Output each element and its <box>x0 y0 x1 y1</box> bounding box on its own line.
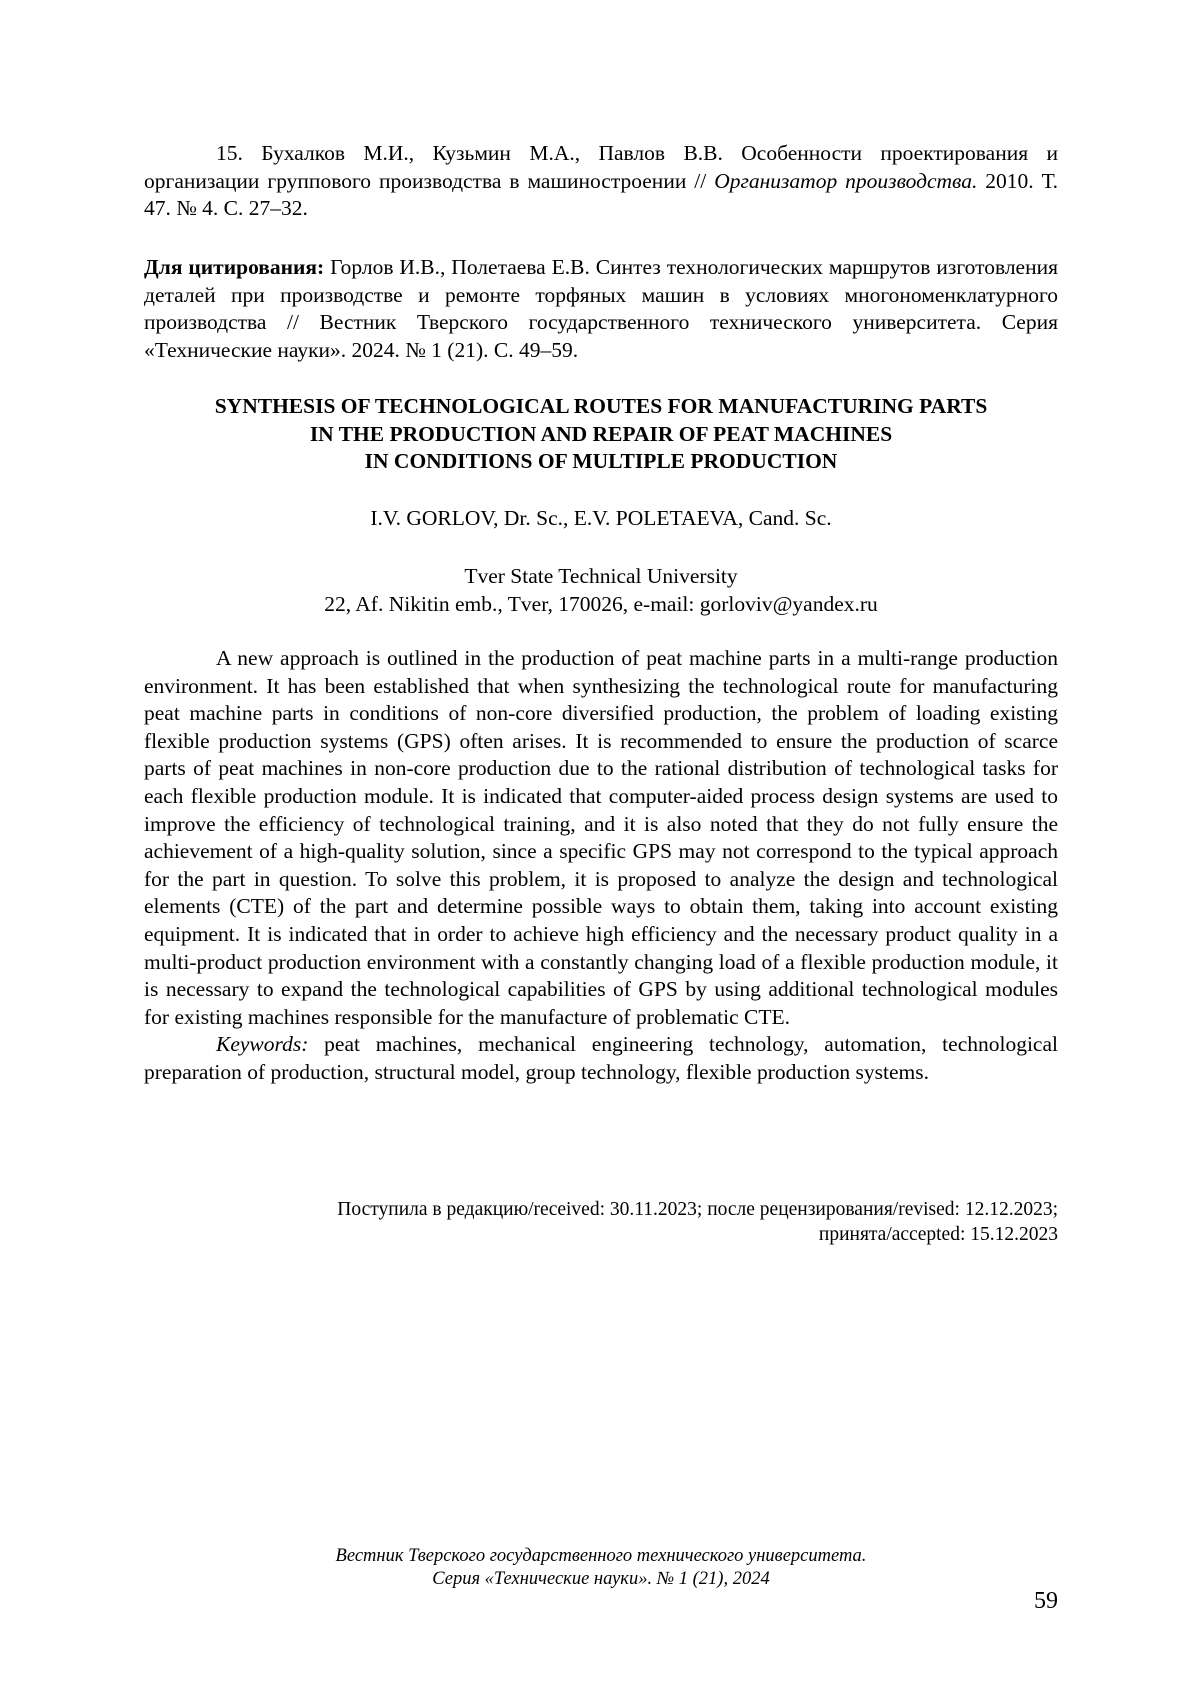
dates-line: Поступила в редакцию/received: 30.11.2023; после рецензирования/revised: 12.12.2023; <box>144 1197 1058 1222</box>
footer-line: Серия «Технические науки». № 1 (21), 2024 <box>144 1568 1058 1591</box>
citation-block <box>144 254 1058 364</box>
keywords-paragraph <box>144 1031 1058 1086</box>
received-dates <box>144 1197 1058 1247</box>
abstract-block <box>144 645 1058 1087</box>
affiliation-block <box>144 563 1058 618</box>
citation-text: Горлов И.В., Полетаева Е.В. Синтез технологических маршрутов изготовления деталей при производстве и ремонте торфяных машин в условиях многономенклатурного производства // Вестник Тверского государственного технического университета. Серия «Технические науки». 2024. № 1 (21). С. 49–59. <box>144 255 1058 362</box>
page-number: 59 <box>1034 1587 1058 1615</box>
article-title <box>144 393 1058 476</box>
footer-line: Вестник Тверского государственного технического университета. <box>144 1545 1058 1568</box>
title-line: SYNTHESIS OF TECHNOLOGICAL ROUTES FOR MANUFACTURING PARTS <box>144 393 1058 421</box>
affiliation: Tver State Technical University <box>144 563 1058 591</box>
citation-label: Для цитирования: <box>144 255 324 279</box>
address: 22, Af. Nikitin emb., Tver, 170026, e-mail: gorloviv@yandex.ru <box>144 591 1058 619</box>
dates-line: принята/accepted: 15.12.2023 <box>144 1222 1058 1247</box>
reference-tail: 2010. Т. 47. № 4. С. 27–32. <box>144 169 1058 221</box>
authors: I.V. GORLOV, Dr. Sc., E.V. POLETAEVA, Cand. Sc. <box>144 505 1058 533</box>
title-line: IN THE PRODUCTION AND REPAIR OF PEAT MACHINES <box>144 421 1058 449</box>
abstract-text: A new approach is outlined in the production of peat machine parts in a multi-range production environment. It has been established that when synthesizing the technological route for manufacturing peat machine parts in conditions of non-core diversified production, the problem of loading existing flexible production systems (GPS) often arises. It is recommended to ensure the production of scarce parts of peat machines in non-core production due to the rational distribution of technological tasks for each flexible production module. It is indicated that computer-aided process design systems are used to improve the efficiency of technological training, and it is also noted that they do not fully ensure the achievement of a high-quality solution, since a specific GPS may not correspond to the typical approach for the part in question. To solve this problem, it is proposed to analyze the design and technological elements (CTE) of the part and determine possible ways to obtain them, taking into account existing equipment. It is indicated that in order to achieve high efficiency and the necessary product quality in a multi-product production environment with a constantly changing load of a flexible production module, it is necessary to expand the technological capabilities of GPS by using additional technological modules for existing machines responsible for the manufacture of problematic CTE. <box>144 645 1058 1031</box>
title-line: IN CONDITIONS OF MULTIPLE PRODUCTION <box>144 448 1058 476</box>
keywords-label: Keywords: <box>216 1032 308 1056</box>
reference-journal: Организатор производства. <box>714 169 977 193</box>
keywords-text: peat machines, mechanical engineering technology, automation, technological preparation of production, structural model, group technology, flexible production systems. <box>144 1032 1058 1084</box>
reference-text: 15. Бухалков М.И., Кузьмин М.А., Павлов В.В. Особенности проектирования и организации группового производства в машиностроении // <box>144 141 1058 193</box>
document-page <box>0 0 1200 1697</box>
reference-item-15 <box>144 140 1058 223</box>
journal-footer <box>144 1545 1058 1591</box>
